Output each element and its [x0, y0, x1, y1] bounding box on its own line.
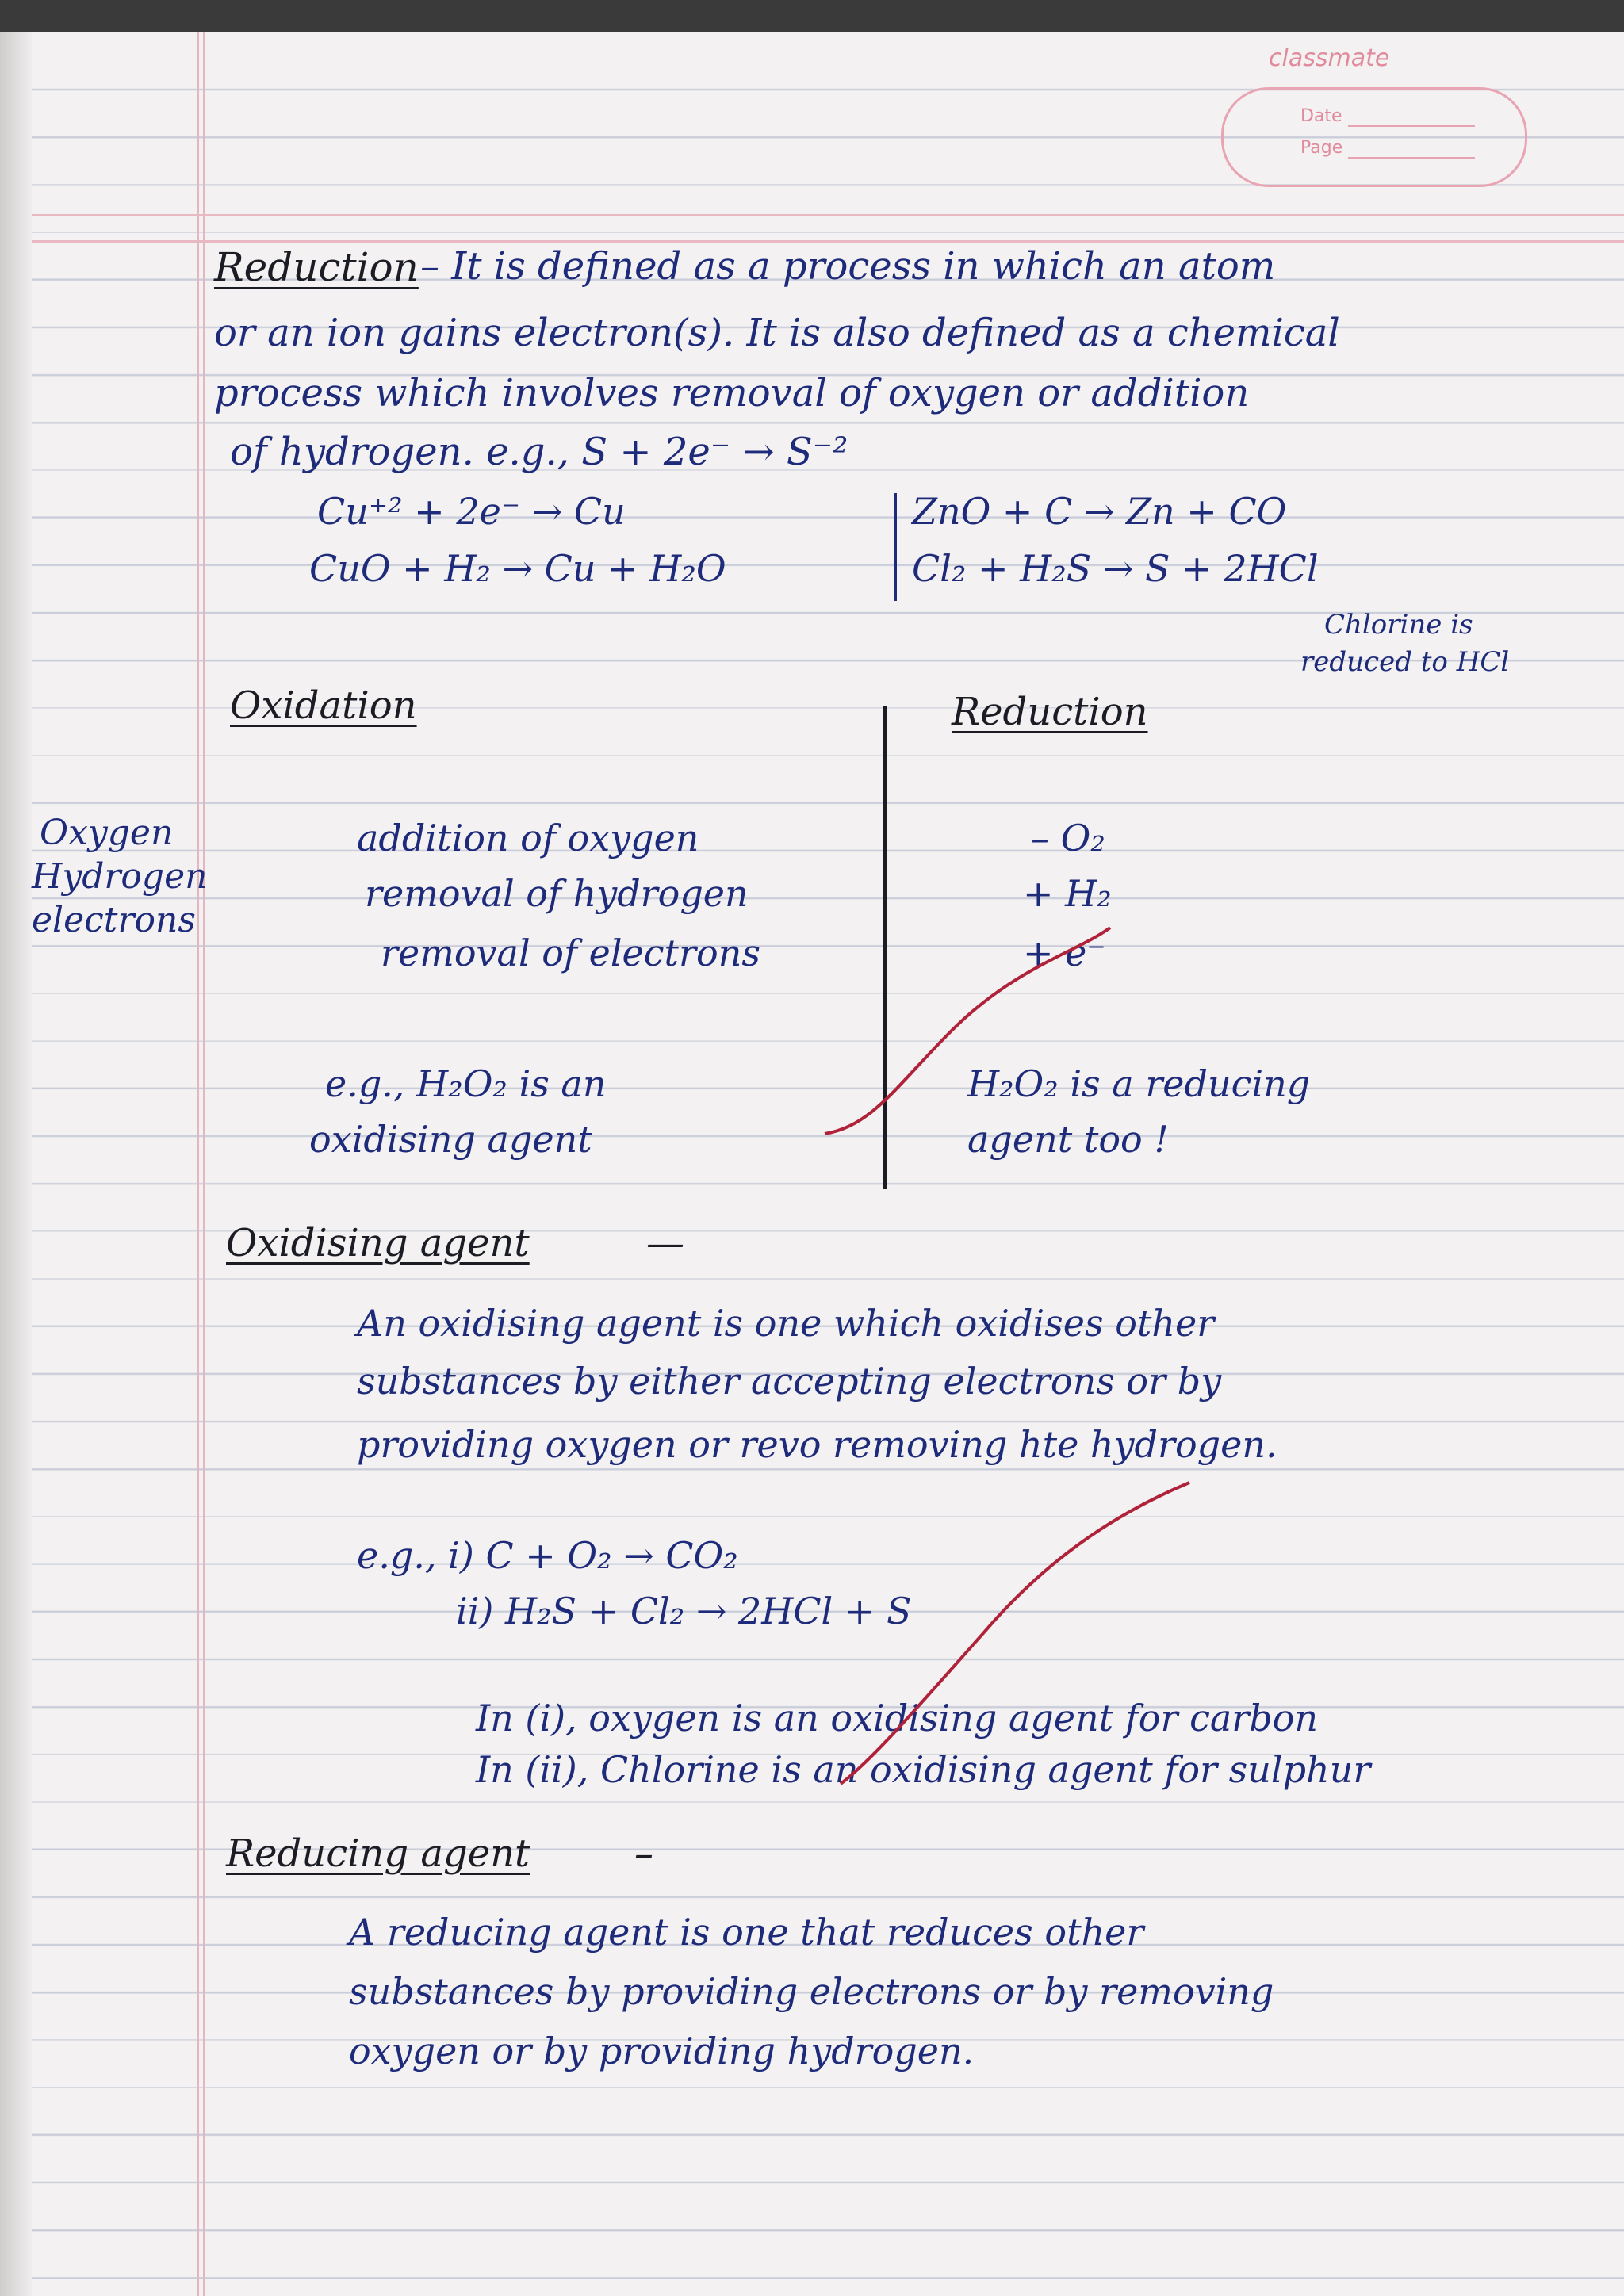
reduction-item-electrons: + e⁻: [1023, 932, 1106, 974]
red-strike-stroke-2: [841, 1483, 1189, 1784]
brand-logo: classmate: [1269, 44, 1390, 72]
oxidising-def-line-1: An oxidising agent is one which oxidises other: [357, 1302, 1215, 1345]
reduction-example-left-1: Cu⁺² + 2e⁻ → Cu: [317, 490, 626, 533]
reduction-def-line-3: process which involves removal of oxygen or addition: [214, 371, 1250, 415]
oxidising-def-line-3: providing oxygen or revo removing hte hydrogen.: [357, 1423, 1277, 1466]
notebook-page: [0, 32, 1624, 2296]
oxidation-item-hydrogen: removal of hydrogen: [365, 872, 749, 915]
oxidising-agent-dash: —: [646, 1221, 684, 1265]
reduction-example-line-2: agent too !: [967, 1118, 1169, 1161]
reduction-def-line-1: – It is defined as a process in which an atom: [420, 244, 1276, 289]
oxidising-example-1: e.g., i) C + O₂ → CO₂: [357, 1534, 738, 1577]
reducing-def-line-2: substances by providing electrons or by removing: [349, 1970, 1274, 2013]
oxidation-example-line-1: e.g., H₂O₂ is an: [325, 1062, 607, 1105]
page-label: Page: [1300, 138, 1343, 158]
chlorine-note-2: reduced to HCl: [1300, 646, 1510, 678]
reduction-def-line-4: of hydrogen. e.g., S + 2e⁻ → S⁻²: [230, 430, 848, 474]
reduction-example-line-1: H₂O₂ is a reducing: [967, 1062, 1311, 1105]
reducing-agent-dash: –: [634, 1831, 653, 1876]
reduction-column-heading: Reduction: [952, 690, 1148, 734]
reduction-example-right-2: Cl₂ + H₂S → S + 2HCl: [912, 547, 1319, 590]
date-label: Date: [1300, 106, 1342, 126]
reducing-def-line-1: A reducing agent is one that reduces other: [349, 1911, 1144, 1954]
oxidising-agent-heading: Oxidising agent: [226, 1221, 530, 1265]
oxidising-explanation-1: In (i), oxygen is an oxidising agent for carbon: [476, 1697, 1319, 1739]
red-strike-stroke-1: [825, 928, 1110, 1134]
reduction-item-hydrogen: + H₂: [1023, 872, 1112, 915]
reduction-item-oxygen: – O₂: [1031, 817, 1105, 859]
oxidation-column-heading: Oxidation: [230, 683, 417, 728]
reducing-agent-heading: Reducing agent: [226, 1831, 530, 1876]
reducing-def-line-3: oxygen or by providing hydrogen.: [349, 2030, 975, 2072]
red-annotation-strokes: [0, 32, 1624, 2296]
row-label-hydrogen: Hydrogen: [32, 856, 208, 897]
oxidising-explanation-2: In (ii), Chlorine is an oxidising agent for sulphur: [476, 1748, 1371, 1791]
oxidation-example-line-2: oxidising agent: [309, 1118, 592, 1161]
oxidising-def-line-2: substances by either accepting electrons or by: [357, 1360, 1222, 1402]
reduction-def-line-2: or an ion gains electron(s). It is also defined as a chemical: [214, 311, 1340, 355]
reduction-heading: Reduction: [214, 244, 419, 290]
reduction-example-right-1: ZnO + C → Zn + CO: [912, 490, 1287, 533]
row-label-electrons: electrons: [32, 900, 196, 940]
oxidation-item-oxygen: addition of oxygen: [357, 817, 699, 859]
chlorine-note-1: Chlorine is: [1324, 609, 1473, 641]
oxidation-item-electrons: removal of electrons: [381, 932, 760, 974]
reduction-example-left-2: CuO + H₂ → Cu + H₂O: [309, 547, 726, 590]
oxidising-example-2: ii) H₂S + Cl₂ → 2HCl + S: [456, 1590, 912, 1632]
row-label-oxygen: Oxygen: [40, 813, 174, 853]
